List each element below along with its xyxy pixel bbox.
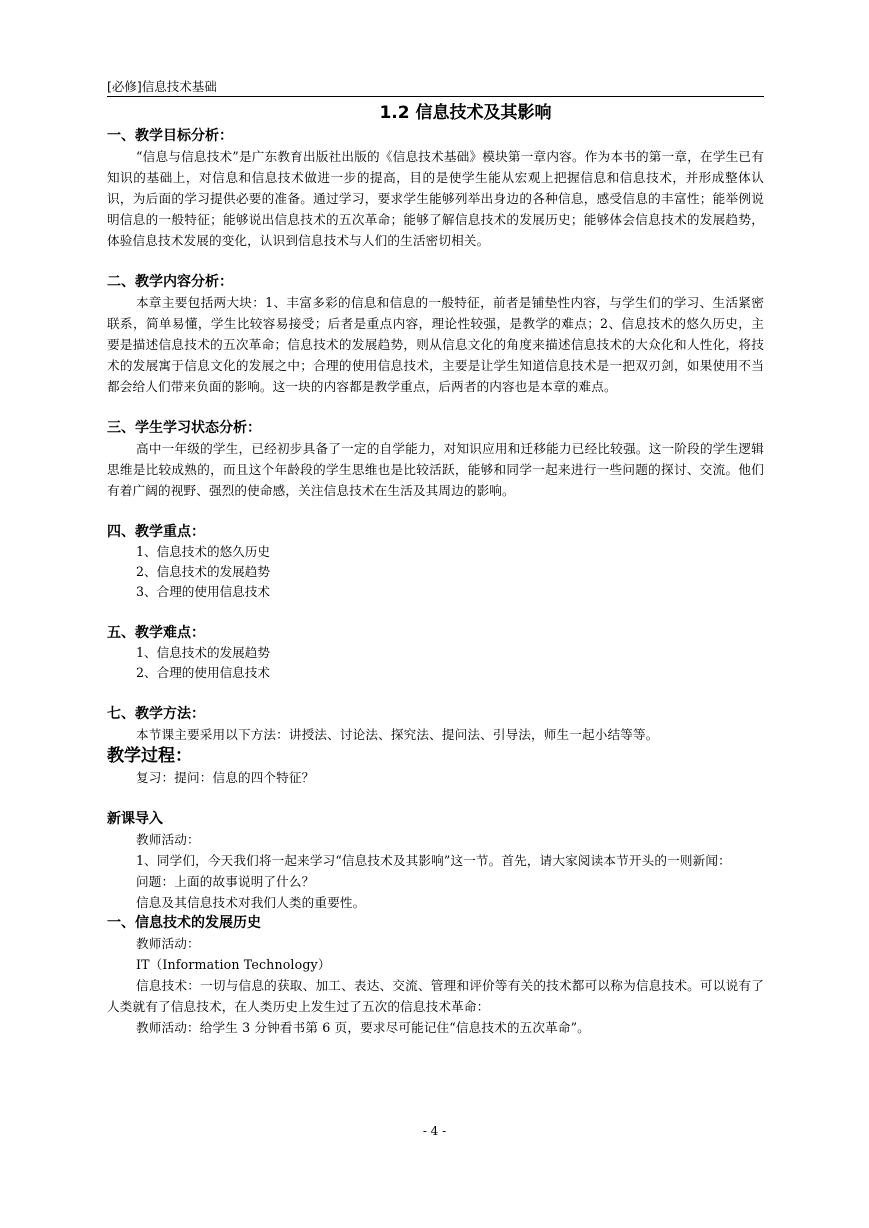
paragraph-review: 复习：提问：信息的四个特征？ (136, 770, 315, 785)
page-title: 1.2 信息技术及其影响 (379, 103, 552, 123)
paragraph-line: 1、同学们，今天我们将一起来学习“信息技术及其影响”这一节。首先，请大家阅读本节开头的一则新闻： (136, 853, 731, 868)
paragraph-line: 信息技术：一切与信息的获取、加工、表达、交流、管理和评价等有关的技术都可以称为信息技术。可以说有了人类就有了信息技术，在人类历史上发生过了五次的信息技术革命： (107, 978, 764, 1014)
running-header: [必修]信息技术基础 (107, 78, 764, 97)
list-item: 1、信息技术的悠久历史 (136, 544, 270, 559)
section-heading-content: 二、教学内容分析： (107, 274, 233, 290)
list-item: 1、信息技术的发展趋势 (136, 645, 270, 660)
section-heading-students: 三、学生学习状态分析： (107, 420, 261, 436)
paragraph-line: IT（Information Technology） (136, 957, 331, 972)
section-heading-keypoints: 四、教学重点： (107, 524, 205, 540)
page-number: - 4 - (422, 1124, 447, 1138)
list-item: 2、合理的使用信息技术 (136, 665, 270, 680)
section-heading-goals: 一、教学目标分析： (107, 128, 233, 144)
section-heading-process: 教学过程： (107, 746, 192, 766)
paragraph-students: 高中一年级的学生，已经初步具备了一定的自学能力，对知识应用和迁移能力已经比较强。这一阶段的学生逻辑思维是比较成熟的，而且这个年龄段的学生思维也是比较活跃，能够和同学一起来进行一些问题的探讨、交流。他们有着广阔的视野、强烈的使命感，关注信息技术在生活及其周边的影响。 (107, 441, 764, 498)
section-heading-history: 一、信息技术的发展历史 (107, 915, 261, 931)
list-item: 3、合理的使用信息技术 (136, 584, 270, 599)
document-page (107, 78, 764, 1038)
paragraph-content: 本章主要包括两大块：1、丰富多彩的信息和信息的一般特征，前者是铺垫性内容，与学生们的学习、生活紧密联系，简单易懂，学生比较容易接受；后者是重点内容，理论性较强，是教学的难点；2、信息技术的悠久历史，主要是描述信息技术的五次革命；信息技术的发展趋势，则从信息文化的角度来描述信息技术的大众化和人性化，将技术的发展寓于信息文化的发展之中；合理的使用信息技术，主要是让学生知道信息技术是一把双刃剑，如果使用不当都会给人们带来负面的影响。这一块的内容都是教学重点，后两者的内容也是本章的难点。 (107, 295, 764, 394)
section-heading-intro: 新课导入 (107, 811, 163, 827)
paragraph-line: 教师活动： (136, 936, 200, 951)
paragraph-line: 信息及其信息技术对我们人类的重要性。 (136, 895, 366, 910)
paragraph-line: 教师活动：给学生 3 分钟看书第 6 页，要求尽可能记住“信息技术的五次革命”。 (136, 1020, 590, 1035)
paragraph-methods: 本节课主要采用以下方法：讲授法、讨论法、探究法、提问法、引导法，师生一起小结等等。 (136, 727, 659, 742)
paragraph-line: 教师活动： (136, 832, 200, 847)
list-item: 2、信息技术的发展趋势 (136, 564, 270, 579)
paragraph-line: 问题：上面的故事说明了什么？ (136, 874, 315, 889)
section-heading-methods: 七、教学方法： (107, 706, 205, 722)
paragraph-goals: “信息与信息技术”是广东教育出版社出版的《信息技术基础》模块第一章内容。作为本书的第一章，在学生已有知识的基础上，对信息和信息技术做进一步的提高，目的是使学生能从宏观上把握信息和信息技术，并形成整体认识，为后面的学习提供必要的准备。通过学习，要求学生能够列举出身边的各种信息，感受信息的丰富性；能举例说明信息的一般特征；能够说出信息技术的五次革命；能够了解信息技术的发展历史；能够体会信息技术的发展趋势，体验信息技术发展的变化，认识到信息技术与人们的生活密切相关。 (107, 149, 764, 248)
section-heading-difficulties: 五、教学难点： (107, 625, 205, 641)
